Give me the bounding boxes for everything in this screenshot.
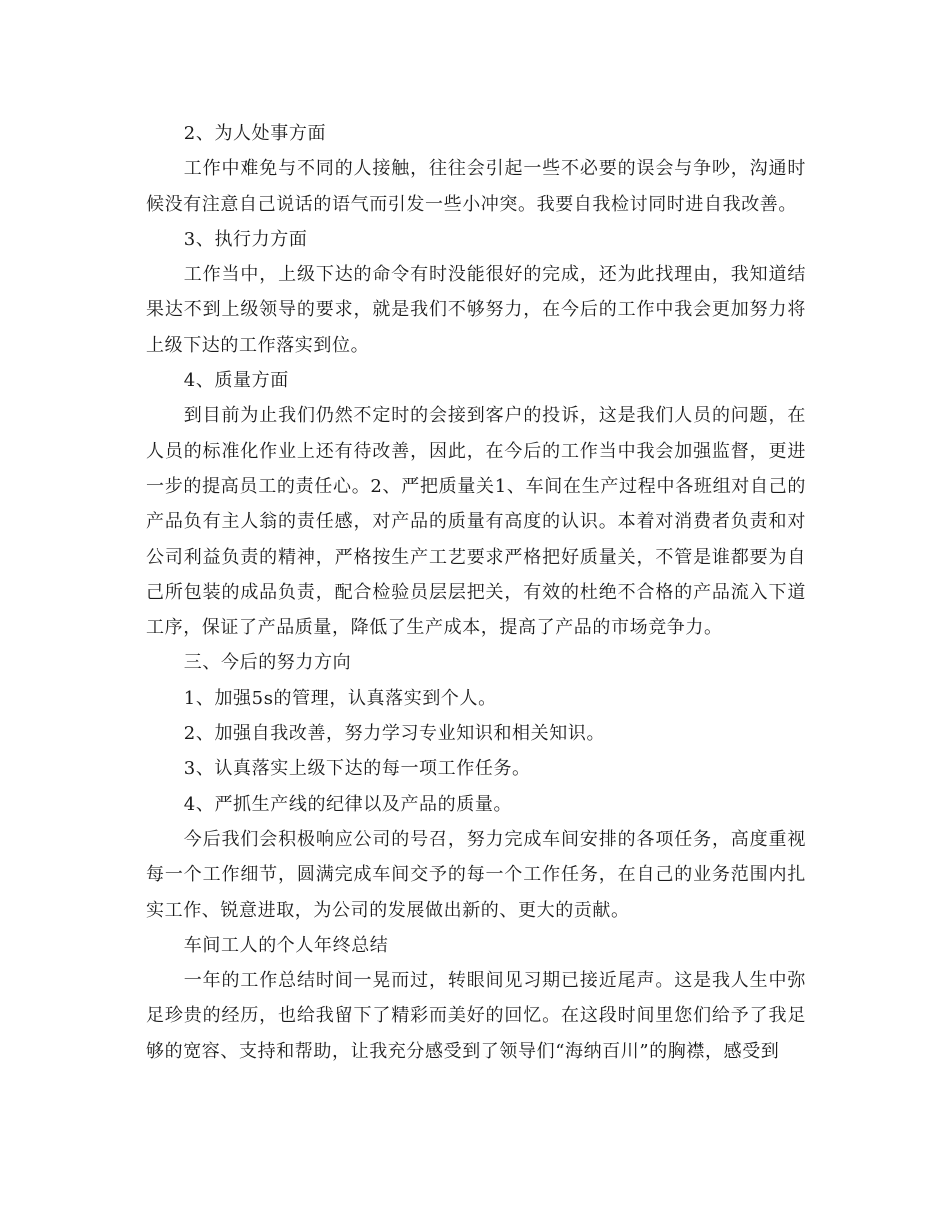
paragraph-quality: 到目前为止我们仍然不定时的会接到客户的投诉，这是我们人员的问题，在人员的标准化作业上还有待改善，因此，在今后的工作当中我会加强监督，更进一步的提高员工的责任心。2、严把质量关1、车间在生产过程中各班组对自己的产品负有主人翁的责任感，对产品的质量有高度的认识。本着对消费者负责和对公司利益负责的精神，严格按生产工艺要求严格把好质量关，不管是谁都要为自己所包装的成品负责，配合检验员层层把关，有效的杜绝不合格的产品流入下道工序，保证了产品质量，降低了生产成本，提高了产品的市场竞争力。	[146, 405, 806, 639]
section-heading-interpersonal: 2、为人处事方面	[183, 123, 327, 144]
list-item-2: 2、加强自我改善，努力学习专业知识和相关知识。	[183, 723, 606, 745]
section-heading-future-direction: 三、今后的努力方向	[183, 652, 352, 674]
document-body	[146, 116, 806, 1069]
section-heading-quality: 4、质量方面	[183, 370, 289, 392]
section-heading-execution: 3、执行力方面	[183, 228, 308, 250]
list-item-4: 4、严抓生产线的纪律以及产品的质量。	[183, 793, 513, 815]
document-title-year-end-summary: 车间工人的个人年终总结	[183, 934, 389, 956]
list-item-1: 1、加强5s的管理，认真落实到个人。	[183, 687, 497, 709]
paragraph-interpersonal: 工作中难免与不同的人接触，往往会引起一些不必要的误会与争吵，沟通时候没有注意自己说话的语气而引发一些小冲突。我要自我检讨同时进自我改善。	[146, 158, 806, 215]
list-item-3: 3、认真落实上级下达的每一项工作任务。	[183, 758, 531, 780]
paragraph-execution: 工作当中，上级下达的命令有时没能很好的完成，还为此找理由，我知道结果达不到上级领导的要求，就是我们不够努力，在今后的工作中我会更加努力将上级下达的工作落实到位。	[146, 264, 806, 356]
paragraph-commitment: 今后我们会积极响应公司的号召，努力完成车间安排的各项任务，高度重视每一个工作细节，圆满完成车间交予的每一个工作任务，在自己的业务范围内扎实工作、锐意进取，为公司的发展做出新的、更大的贡献。	[146, 828, 806, 921]
paragraph-summary-intro: 一年的工作总结时间一晃而过，转眼间见习期已接近尾声。这是我人生中弥足珍贵的经历，也给我留下了精彩而美好的回忆。在这段时间里您们给予了我足够的宽容、支持和帮助，让我充分感受到了领导们“海纳百川”的胸襟，感受到	[146, 970, 806, 1062]
